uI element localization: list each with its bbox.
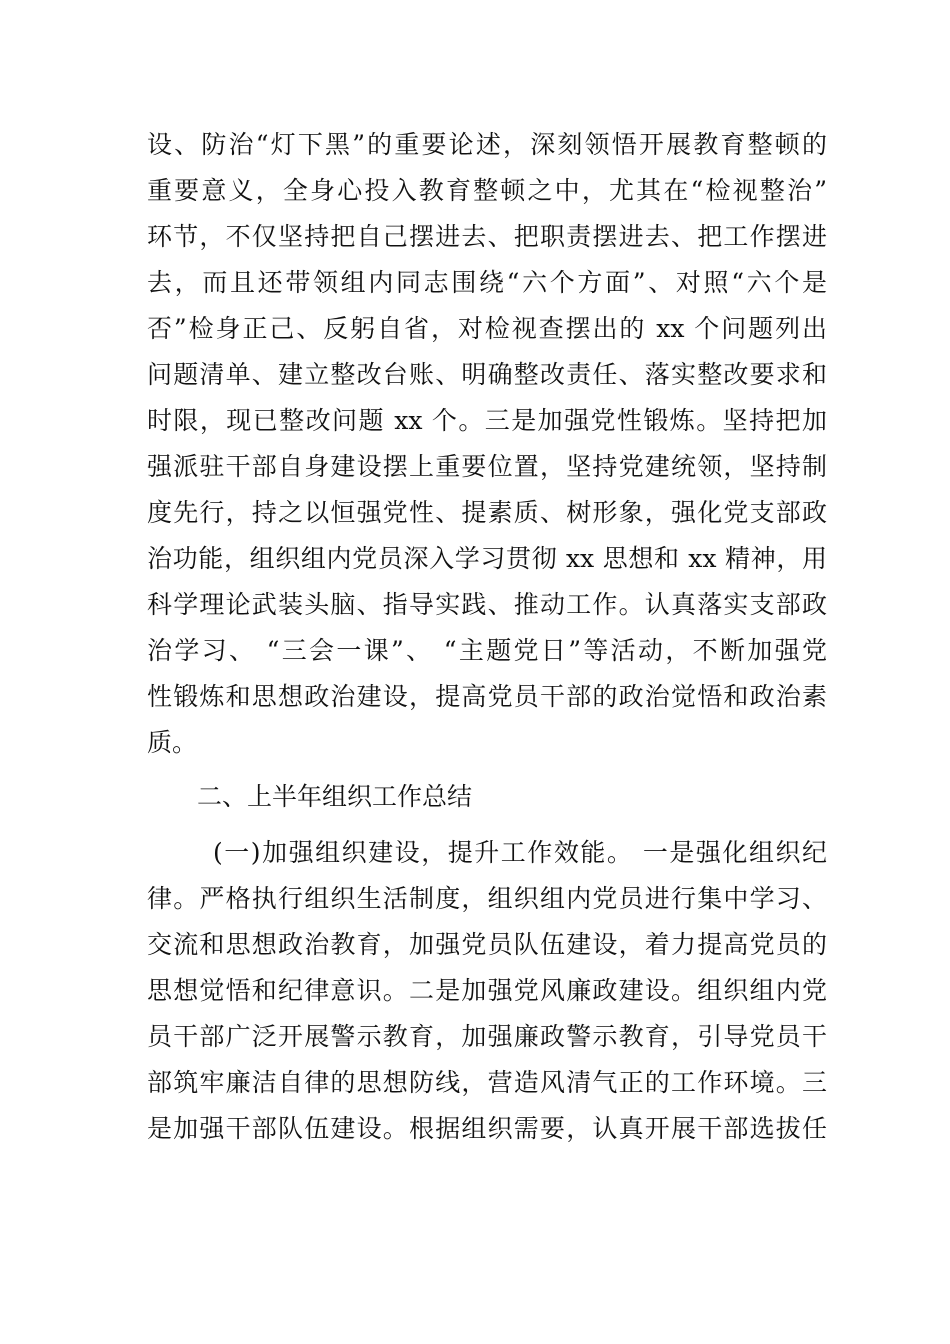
section-heading: 二、上半年组织工作总结 (197, 782, 473, 811)
paragraph-line: 强派驻干部自身建设摆上重要位置，坚持党建统领，坚持制 (147, 452, 827, 481)
paragraph-line: 去，而且还带领组内同志围绕“六个方面”、对照“六个是 (147, 268, 827, 297)
paragraph-line: 性锻炼和思想政治建设，提高党员干部的政治觉悟和政治素 (147, 682, 827, 711)
paragraph-line: 环节，不仅坚持把自己摆进去、把职责摆进去、把工作摆进 (147, 222, 827, 251)
paragraph-line: 部筑牢廉洁自律的思想防线，营造风清气正的工作环境。三 (147, 1068, 827, 1097)
paragraph-line: 设、防治“灯下黑”的重要论述，深刻领悟开展教育整顿的 (147, 130, 827, 159)
paragraph-line: 思想觉悟和纪律意识。二是加强党风廉政建设。组织组内党 (147, 976, 827, 1005)
paragraph-line: 度先行，持之以恒强党性、提素质、树形象，强化党支部政 (147, 498, 827, 527)
paragraph-line: 是加强干部队伍建设。根据组织需要，认真开展干部选拔任 (147, 1114, 827, 1143)
paragraph-line: 员干部广泛开展警示教育，加强廉政警示教育，引导党员干 (147, 1022, 827, 1051)
paragraph-line: 重要意义，全身心投入教育整顿之中，尤其在“检视整治” (147, 176, 827, 205)
paragraph-line: 质。 (147, 728, 198, 757)
paragraph-line: 时限，现已整改问题 xx 个。三是加强党性锻炼。坚持把加 (147, 406, 827, 435)
paragraph-line: 问题清单、建立整改台账、明确整改责任、落实整改要求和 (147, 360, 827, 389)
paragraph-line: 治学习、 “三会一课”、 “主题党日”等活动，不断加强党 (147, 636, 827, 665)
paragraph-line: 科学理论武装头脑、指导实践、推动工作。认真落实支部政 (147, 590, 827, 619)
paragraph-line: 律。严格执行组织生活制度，组织组内党员进行集中学习、 (147, 884, 827, 913)
paragraph-line: 交流和思想政治教育，加强党员队伍建设，着力提高党员的 (147, 930, 827, 959)
paragraph-line: (一)加强组织建设，提升工作效能。 一是强化组织纪 (213, 838, 827, 867)
paragraph-line: 否”检身正己、反躬自省，对检视查摆出的 xx 个问题列出 (147, 314, 827, 343)
paragraph-line: 治功能，组织组内党员深入学习贯彻 xx 思想和 xx 精神，用 (147, 544, 827, 573)
